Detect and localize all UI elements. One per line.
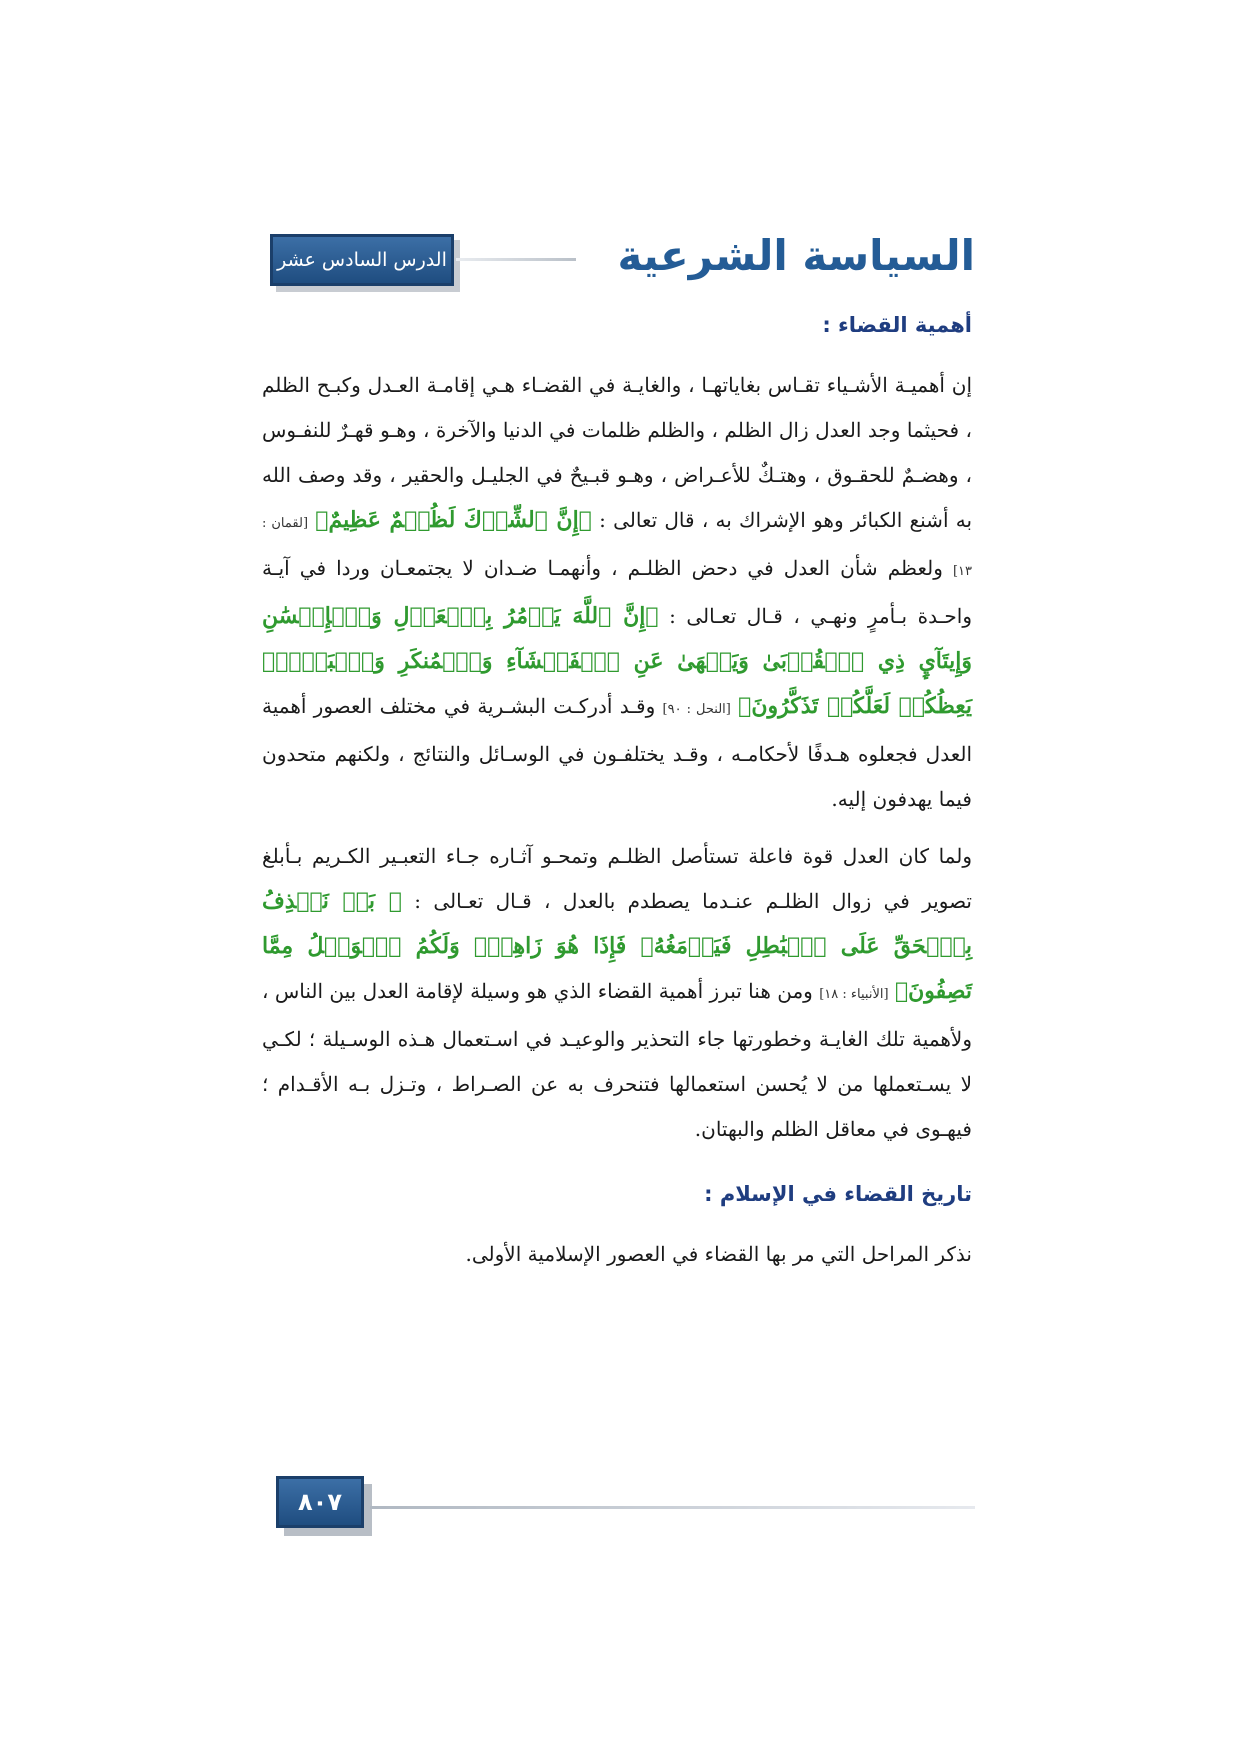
- header-divider: [456, 258, 576, 261]
- footer-divider: [370, 1506, 975, 1509]
- paragraph-importance-2: [262, 834, 972, 1152]
- page-number: ٨٠٧: [276, 1476, 364, 1528]
- paragraph-importance-1: [262, 363, 972, 822]
- book-title: السياسة الشرعية: [617, 231, 975, 280]
- paragraph-history: نذكر المراحل التي مر بها القضاء في العصور الإسلامية الأولى.: [465, 1242, 972, 1266]
- paragraph-text: إن أهميـة الأشـياء تقـاس بغاياتهـا ، والغايـة في القضـاء هـي إقامـة العـدل وكبـح الظلم ، فحيثما وجد العدل زال الظلم ، والظلم ظلمات في الدنيا والآخرة ، وهـو قهـرٌ للنفـوس ، وهضـمٌ للحقـوق ، وهتـكٌ للأعـراض ، وهـو قبـيحٌ في الجليـل والحقير ، وقد وصف الله به أشنع الكبائر وهو الإشراك به ، قال تعالى :: [262, 373, 973, 532]
- quran-verse: ﴿إِنَّ ٱلشِّرۡكَ لَظُلۡمٌ عَظِيمٌ﴾: [315, 507, 592, 533]
- verse-reference: [النحل : ٩٠]: [662, 702, 731, 717]
- verse-reference: [الأنبياء : ١٨]: [819, 987, 889, 1002]
- paragraph-text: ومن هنا تبرز أهمية القضاء الذي هو وسيلة لإقامة العدل بين الناس ، ولأهمية تلك الغايـة وخطورتها جاء التحذير والوعيـد في اسـتعمال هـذه الوسـيلة ؛ لكـي لا يسـتعملها من لا يُحسن استعمالها فتنحرف به عن الصـراط ، وتـزل بـه الأقـدام ؛ فيهـوى في معاقل الظلم والبهتان.: [262, 979, 972, 1141]
- paragraph-text: وقـد أدركـت البشـرية في مختلف العصور أهمية العدل فجعلوه هـدفًا لأحكامـه ، وقـد يختلفـون في الوسـائل والنتائج ، ولكنهم متحدون فيما يهدفون إليه.: [262, 694, 972, 811]
- quran-verse: ﴿إِنَّ ٱللَّهَ يَأۡمُرُ بِٱلۡعَدۡلِ وَٱلۡإِحۡسَٰنِ وَإِيتَآيِٕ ذِي ٱلۡقُرۡبَىٰ وَيَنۡهَىٰ عَنِ ٱلۡفَحۡشَآءِ وَٱلۡمُنكَرِ وَٱلۡبَغۡيِۚ يَعِظُكُمۡ لَعَلَّكُمۡ تَذَكَّرُونَ﴾: [262, 603, 973, 719]
- section-heading-history: تاريخ القضاء في الإسلام :: [704, 1182, 972, 1206]
- paragraph-text: ولما كان العدل قوة فاعلة تستأصل الظلـم وتمحـو آثـاره جـاء التعبـير الكـريم بـأبلغ تصوير في زوال الظلـم عنـدما يصطدم بالعدل ، قـال تعـالى :: [262, 844, 972, 913]
- section-heading-importance: أهمية القضاء :: [822, 313, 972, 337]
- paragraph-text: ولعظم شأن العدل في دحض الظلـم ، وأنهمـا ضـدان لا يجتمعـان وردا في آيـة واحـدة بـأمرٍ ونهـي ، قـال تعـالى :: [262, 556, 973, 628]
- page-body: [262, 305, 972, 1289]
- page-footer: [270, 1476, 975, 1536]
- lesson-badge: الدرس السادس عشر: [270, 234, 454, 286]
- verse-reference: [لقمان : ١٣]: [262, 516, 972, 579]
- page-header: [270, 228, 975, 290]
- quran-verse: ﴿ بَلۡ نَقۡذِفُ بِٱلۡحَقِّ عَلَى ٱلۡبَٰطِلِ فَيَدۡمَغُهُۥ فَإِذَا هُوَ زَاهِقٌۚ وَلَكُمُ ٱلۡوَيۡلُ مِمَّا تَصِفُونَ﴾: [262, 888, 972, 1004]
